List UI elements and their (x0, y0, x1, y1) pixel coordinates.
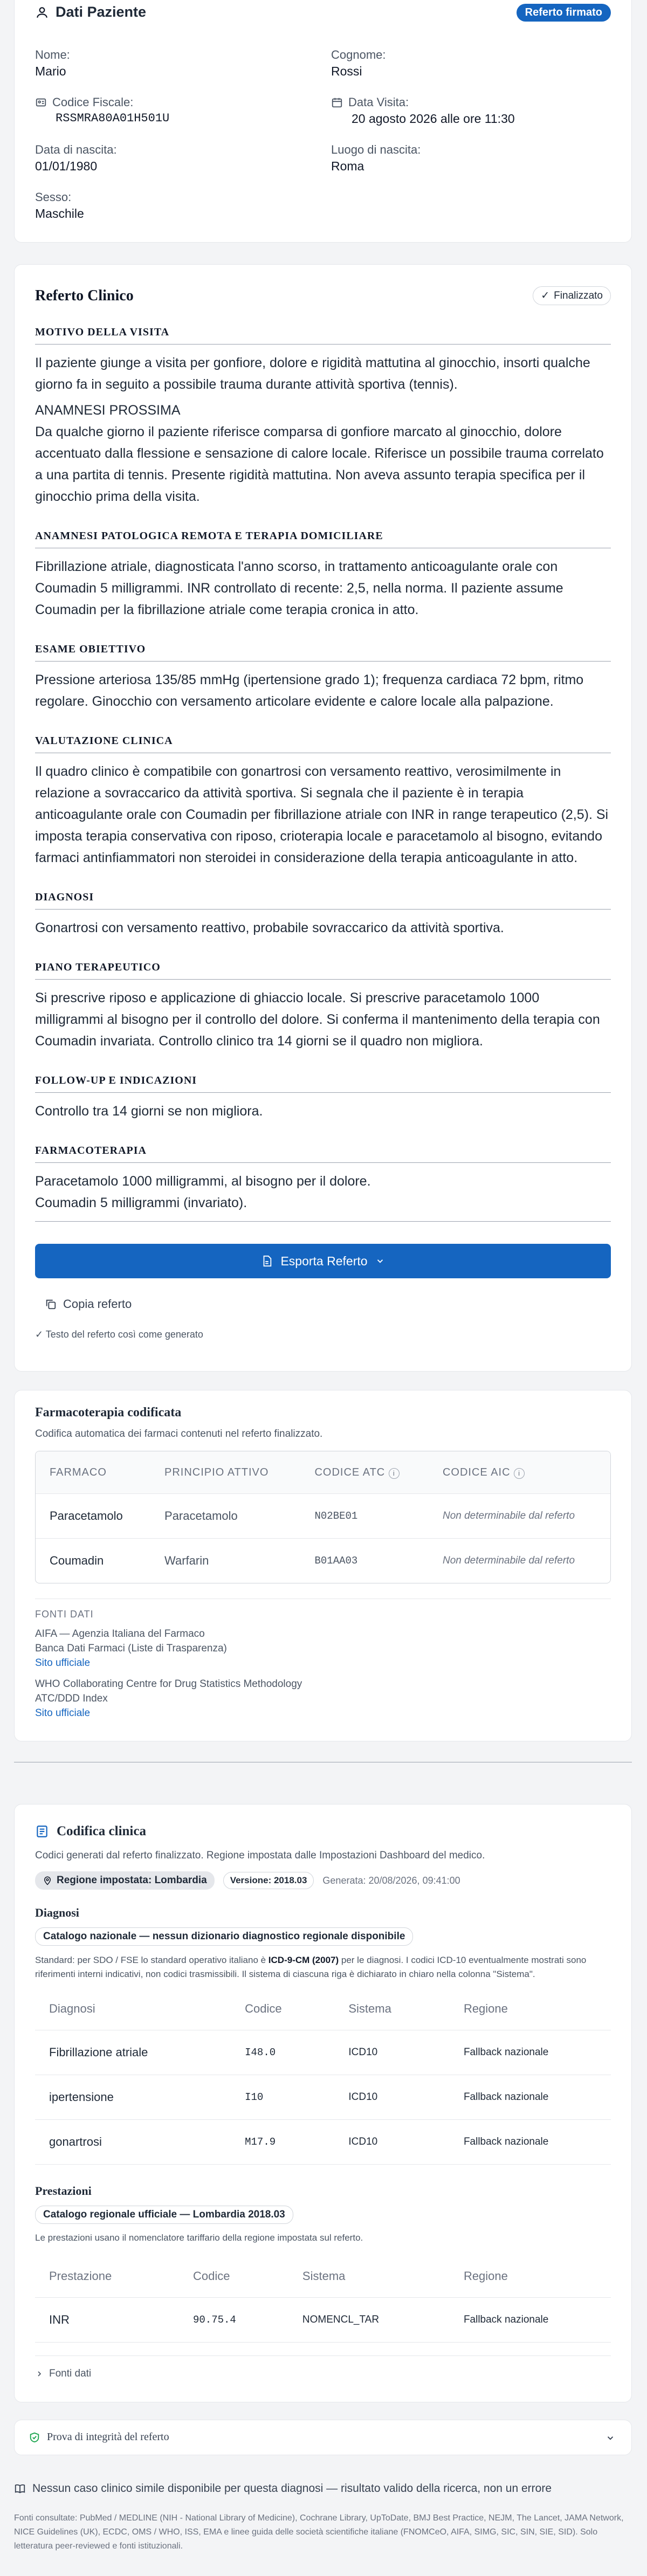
col-sistema: Sistema (348, 2002, 391, 2015)
diagnosi-heading: Diagnosi (35, 1906, 79, 1919)
col-codice: Codice (245, 2002, 282, 2015)
farmaco-line: Paracetamolo 1000 milligrammi, al bisogno per il dolore. (35, 1174, 371, 1189)
sesso-label: Sesso: (35, 190, 72, 204)
sistema-cell: ICD10 (334, 2030, 450, 2075)
atc-cell: B01AA03 (300, 1539, 429, 1583)
luogo-label: Luogo di nascita: (331, 143, 421, 156)
visita-label: Data Visita: (348, 95, 409, 109)
status-text: Finalizzato (554, 290, 603, 301)
patient-card (14, 0, 632, 243)
check-icon: ✓ (541, 290, 550, 301)
chevron-right-icon (35, 2370, 44, 2378)
table-row (35, 2298, 611, 2343)
source-name: AIFA — Agenzia Italiana del Farmaco (35, 1628, 205, 1640)
status-badge (533, 286, 611, 305)
nome-label: Nome: (35, 48, 70, 61)
section-heading: DIAGNOSI (35, 891, 611, 910)
farmaco-cell: Paracetamolo (36, 1494, 150, 1539)
calendar-icon (331, 97, 343, 108)
aic-cell: Non determinabile dal referto (429, 1494, 610, 1539)
pharma-subtitle: Codifica automatica dei farmaci contenuti nel referto finalizzato. (35, 1428, 323, 1439)
shield-check-icon (29, 2432, 40, 2443)
user-icon (35, 5, 49, 19)
visita-value: 20 agosto 2026 alle ore 11:30 (352, 112, 515, 126)
table-row (35, 2030, 611, 2075)
prestazioni-heading: Prestazioni (35, 2184, 92, 2198)
table-row (36, 1539, 610, 1583)
regione-cell: Fallback nazionale (450, 2298, 611, 2343)
col-diagnosi: Diagnosi (49, 2002, 95, 2015)
report-section (35, 326, 611, 507)
report-section (35, 1145, 611, 1222)
sistema-cell: ICD10 (334, 2075, 450, 2120)
catalog-icon (35, 1824, 49, 1838)
similar-cases-note (14, 2482, 633, 2495)
atc-cell: N02BE01 (300, 1494, 429, 1539)
col-atc: CODICE ATC i (300, 1451, 429, 1494)
section-heading: ESAME OBIETTIVO (35, 643, 611, 662)
sistema-cell: ICD10 (334, 2120, 450, 2165)
codice-cell: I10 (231, 2075, 334, 2120)
prestazioni-table (35, 2255, 611, 2343)
coding-title: Codifica clinica (57, 1824, 146, 1838)
document-icon (261, 1255, 273, 1267)
sources-heading: FONTI DATI (35, 1609, 94, 1620)
col-sistema: Sistema (302, 2269, 346, 2283)
export-report-button[interactable] (35, 1244, 611, 1278)
report-section (35, 891, 611, 939)
regione-cell: Fallback nazionale (450, 2075, 611, 2120)
diagnosi-cell: ipertensione (35, 2075, 231, 2120)
codice-cell: 90.75.4 (179, 2298, 288, 2343)
codice-cell: I48.0 (231, 2030, 334, 2075)
similar-cases-text: Nessun caso clinico simile disponibile per questa diagnosi — risultato valido della ricerca, non un errore (32, 2482, 552, 2495)
diag-standard-note: Standard: per SDO / FSE lo standard operativo italiano è ICD-9-CM (2007) per le diagnosi. I codici ICD-10 eventualmente mostrati sono riferimenti interni indicativi, non codici trasmissibili. Il sistema di ciascuna riga è dichiarato in chiaro nella colonna "Sistema". (35, 1955, 587, 1979)
cf-label: Codice Fiscale: (52, 95, 134, 109)
col-prestazione: Prestazione (49, 2269, 112, 2283)
section-heading: VALUTAZIONE CLINICA (35, 735, 611, 753)
diagnosi-table (35, 1988, 611, 2165)
sistema-cell: NOMENCL_TAR (288, 2298, 450, 2343)
export-label: Esporta Referto (280, 1253, 368, 1268)
copy-icon (45, 1298, 57, 1310)
col-farmaco: FARMACO (50, 1466, 107, 1478)
chevron-down-icon (375, 1256, 385, 1266)
anamnesi-heading: ANAMNESI PROSSIMA (35, 403, 181, 418)
chevron-down-icon (605, 2433, 615, 2443)
pharma-title: Farmacoterapia codificata (35, 1406, 182, 1420)
prestazione-cell: INR (35, 2298, 179, 2343)
principio-cell: Warfarin (150, 1539, 300, 1583)
col-aic: CODICE AIC i (429, 1451, 610, 1494)
map-pin-icon (43, 1876, 52, 1885)
coding-card (14, 1804, 632, 2402)
prest-catalog-pill: Catalogo regionale ufficiale — Lombardia 2018.03 (35, 2206, 293, 2224)
integrity-card[interactable] (14, 2420, 632, 2455)
diag-catalog-pill: Catalogo nazionale — nessun dizionario diagnostico regionale disponibile (35, 1927, 413, 1946)
region-badge (35, 1871, 215, 1890)
regione-cell: Fallback nazionale (450, 2030, 611, 2075)
generated-note: ✓ Testo del referto così come generato (35, 1329, 203, 1340)
farmaco-cell: Coumadin (36, 1539, 150, 1583)
source-link[interactable]: Sito ufficiale (35, 1707, 91, 1719)
report-card (14, 264, 632, 1372)
sources-footer: Fonti consultate: PubMed / MEDLINE (NIH - National Library of Medicine), Cochrane Library, UpToDate, BMJ Best Practice, NEJM, The Lancet, JAMA Network, NICE Guidelines (UK), ECDC, OMS / WHO, ISS, EMA e linee guida delle società scientifiche italiane (FNOMCeO, AIFA, SIMG, SIC, SIN, SIE, SID). Solo letteratura peer-reviewed e fonti istituzionali. (14, 2513, 624, 2551)
copy-label: Copia referto (63, 1297, 132, 1311)
section-text: Il quadro clinico è compatibile con gonartrosi con versamento reattivo, verosimilmente in relazione a sovraccarico da attività sportiva. Si segnala che il paziente è in terapia anticoagulante orale con Coumadin per fibrillazione atriale con INR in range terapeutico (2,5). Si imposta terapia conservativa con riposo, crioterapia locale e paracetamolo al bisogno, evitando farmaci antinfiammatori non steroidei in considerazione della terapia anticoagulante in atto. (35, 764, 609, 865)
section-heading: PIANO TERAPEUTICO (35, 961, 611, 980)
source-aifa (35, 1627, 611, 1670)
pharma-card (14, 1390, 632, 1741)
aic-cell: Non determinabile dal referto (429, 1539, 610, 1583)
copy-report-button[interactable] (45, 1297, 132, 1311)
integrity-label: Prova di integrità del referto (47, 2431, 169, 2443)
cognome-value: Rossi (331, 64, 362, 78)
cognome-label: Cognome: (331, 48, 386, 61)
signed-badge: Referto firmato (517, 4, 611, 22)
info-icon[interactable]: i (514, 1468, 525, 1479)
table-row (35, 2120, 611, 2165)
section-text: Fibrillazione atriale, diagnosticata l'anno scorso, in trattamento anticoagulante orale con Coumadin 5 milligrammi. INR controllato di recente: 2,5, nella norma. Il paziente assume Coumadin per la fibrillazione atriale come terapia cronica in atto. (35, 559, 563, 617)
sources-toggle-label: Fonti dati (49, 2368, 92, 2379)
patient-title: Dati Paziente (56, 4, 147, 20)
col-principio: PRINCIPIO ATTIVO (164, 1466, 269, 1478)
table-row (35, 2075, 611, 2120)
report-section (35, 961, 611, 1052)
sesso-value: Maschile (35, 206, 84, 221)
report-section (35, 643, 611, 712)
col-codice: Codice (193, 2269, 230, 2283)
coding-subtitle: Codici generati dal referto finalizzato. Regione impostata dalle Impostazioni Dashboard del medico. (35, 1850, 485, 1861)
principio-cell: Paracetamolo (150, 1494, 300, 1539)
luogo-value: Roma (331, 159, 364, 173)
report-section (35, 735, 611, 869)
section-heading: FARMACOTERAPIA (35, 1145, 611, 1163)
pharma-table (36, 1451, 610, 1583)
source-detail: Banca Dati Farmaci (Liste di Trasparenza) (35, 1643, 227, 1654)
region-text: Regione impostata: Lombardia (57, 1875, 207, 1886)
sources-toggle[interactable] (35, 2355, 611, 2380)
pharma-table-wrap (35, 1451, 611, 1583)
section-heading: MOTIVO DELLA VISITA (35, 326, 611, 345)
codice-cell: M17.9 (231, 2120, 334, 2165)
version-badge: Versione: 2018.03 (223, 1872, 314, 1889)
report-section (35, 1075, 611, 1122)
diagnosi-cell: Fibrillazione atriale (35, 2030, 231, 2075)
id-card-icon (35, 97, 47, 108)
anamnesi-text: Da qualche giorno il paziente riferisce comparsa di gonfiore marcato al ginocchio, dolore accentuato dalla flessione e sensazione di calore locale. Riferisce un possibile trauma correlato a una partita di tennis. Presente rigidità mattutina. Non aveva assunto terapia specifica per il ginocchio prima della visita. (35, 424, 604, 504)
section-heading: ANAMNESI PATOLOGICA REMOTA E TERAPIA DOMICILIARE (35, 530, 611, 548)
source-who (35, 1677, 611, 1720)
source-name: WHO Collaborating Centre for Drug Statistics Methodology (35, 1678, 302, 1690)
farmaco-line: Coumadin 5 milligrammi (invariato). (35, 1195, 247, 1210)
col-regione: Regione (463, 2269, 508, 2283)
nascita-label: Data di nascita: (35, 143, 117, 156)
section-heading: FOLLOW-UP E INDICAZIONI (35, 1075, 611, 1093)
col-regione: Regione (463, 2002, 508, 2015)
cf-value: RSSMRA80A01H501U (56, 112, 170, 125)
prest-note: Le prestazioni usano il nomenclatore tariffario della regione impostata sul referto. (35, 2233, 363, 2243)
source-detail: ATC/DDD Index (35, 1693, 108, 1704)
nascita-value: 01/01/1980 (35, 159, 98, 173)
diagnosi-cell: gonartrosi (35, 2120, 231, 2165)
section-text: Gonartrosi con versamento reattivo, probabile sovraccarico da attività sportiva. (35, 920, 504, 935)
section-text: Controllo tra 14 giorni se non migliora. (35, 1104, 263, 1119)
section-text: Il paziente giunge a visita per gonfiore, dolore e rigidità mattutina al ginocchio, insorti qualche giorno fa in seguito a possibile trauma durante attività sportiva (tennis). (35, 355, 590, 392)
regione-cell: Fallback nazionale (450, 2120, 611, 2165)
report-title: Referto Clinico (35, 287, 134, 304)
section-text: Pressione arteriosa 135/85 mmHg (ipertensione grado 1); frequenza cardiaca 72 bpm, ritmo regolare. Ginocchio con versamento articolare evidente e calore locale alla palpazione. (35, 672, 584, 709)
report-section (35, 530, 611, 621)
nome-value: Mario (35, 64, 66, 78)
section-text: Si prescrive riposo e applicazione di ghiaccio locale. Si prescrive paracetamolo 1000 milligrammi al bisogno per il controllo del dolore. Si conferma il mantenimento della terapia con Coumadin invariata. Controllo clinico tra 14 giorni se il quadro non migliora. (35, 990, 600, 1049)
book-icon (14, 2483, 26, 2495)
generated-time: Generata: 20/08/2026, 09:41:00 (322, 1875, 460, 1886)
table-row (36, 1494, 610, 1539)
info-icon[interactable]: i (389, 1468, 400, 1479)
source-link[interactable]: Sito ufficiale (35, 1657, 91, 1669)
